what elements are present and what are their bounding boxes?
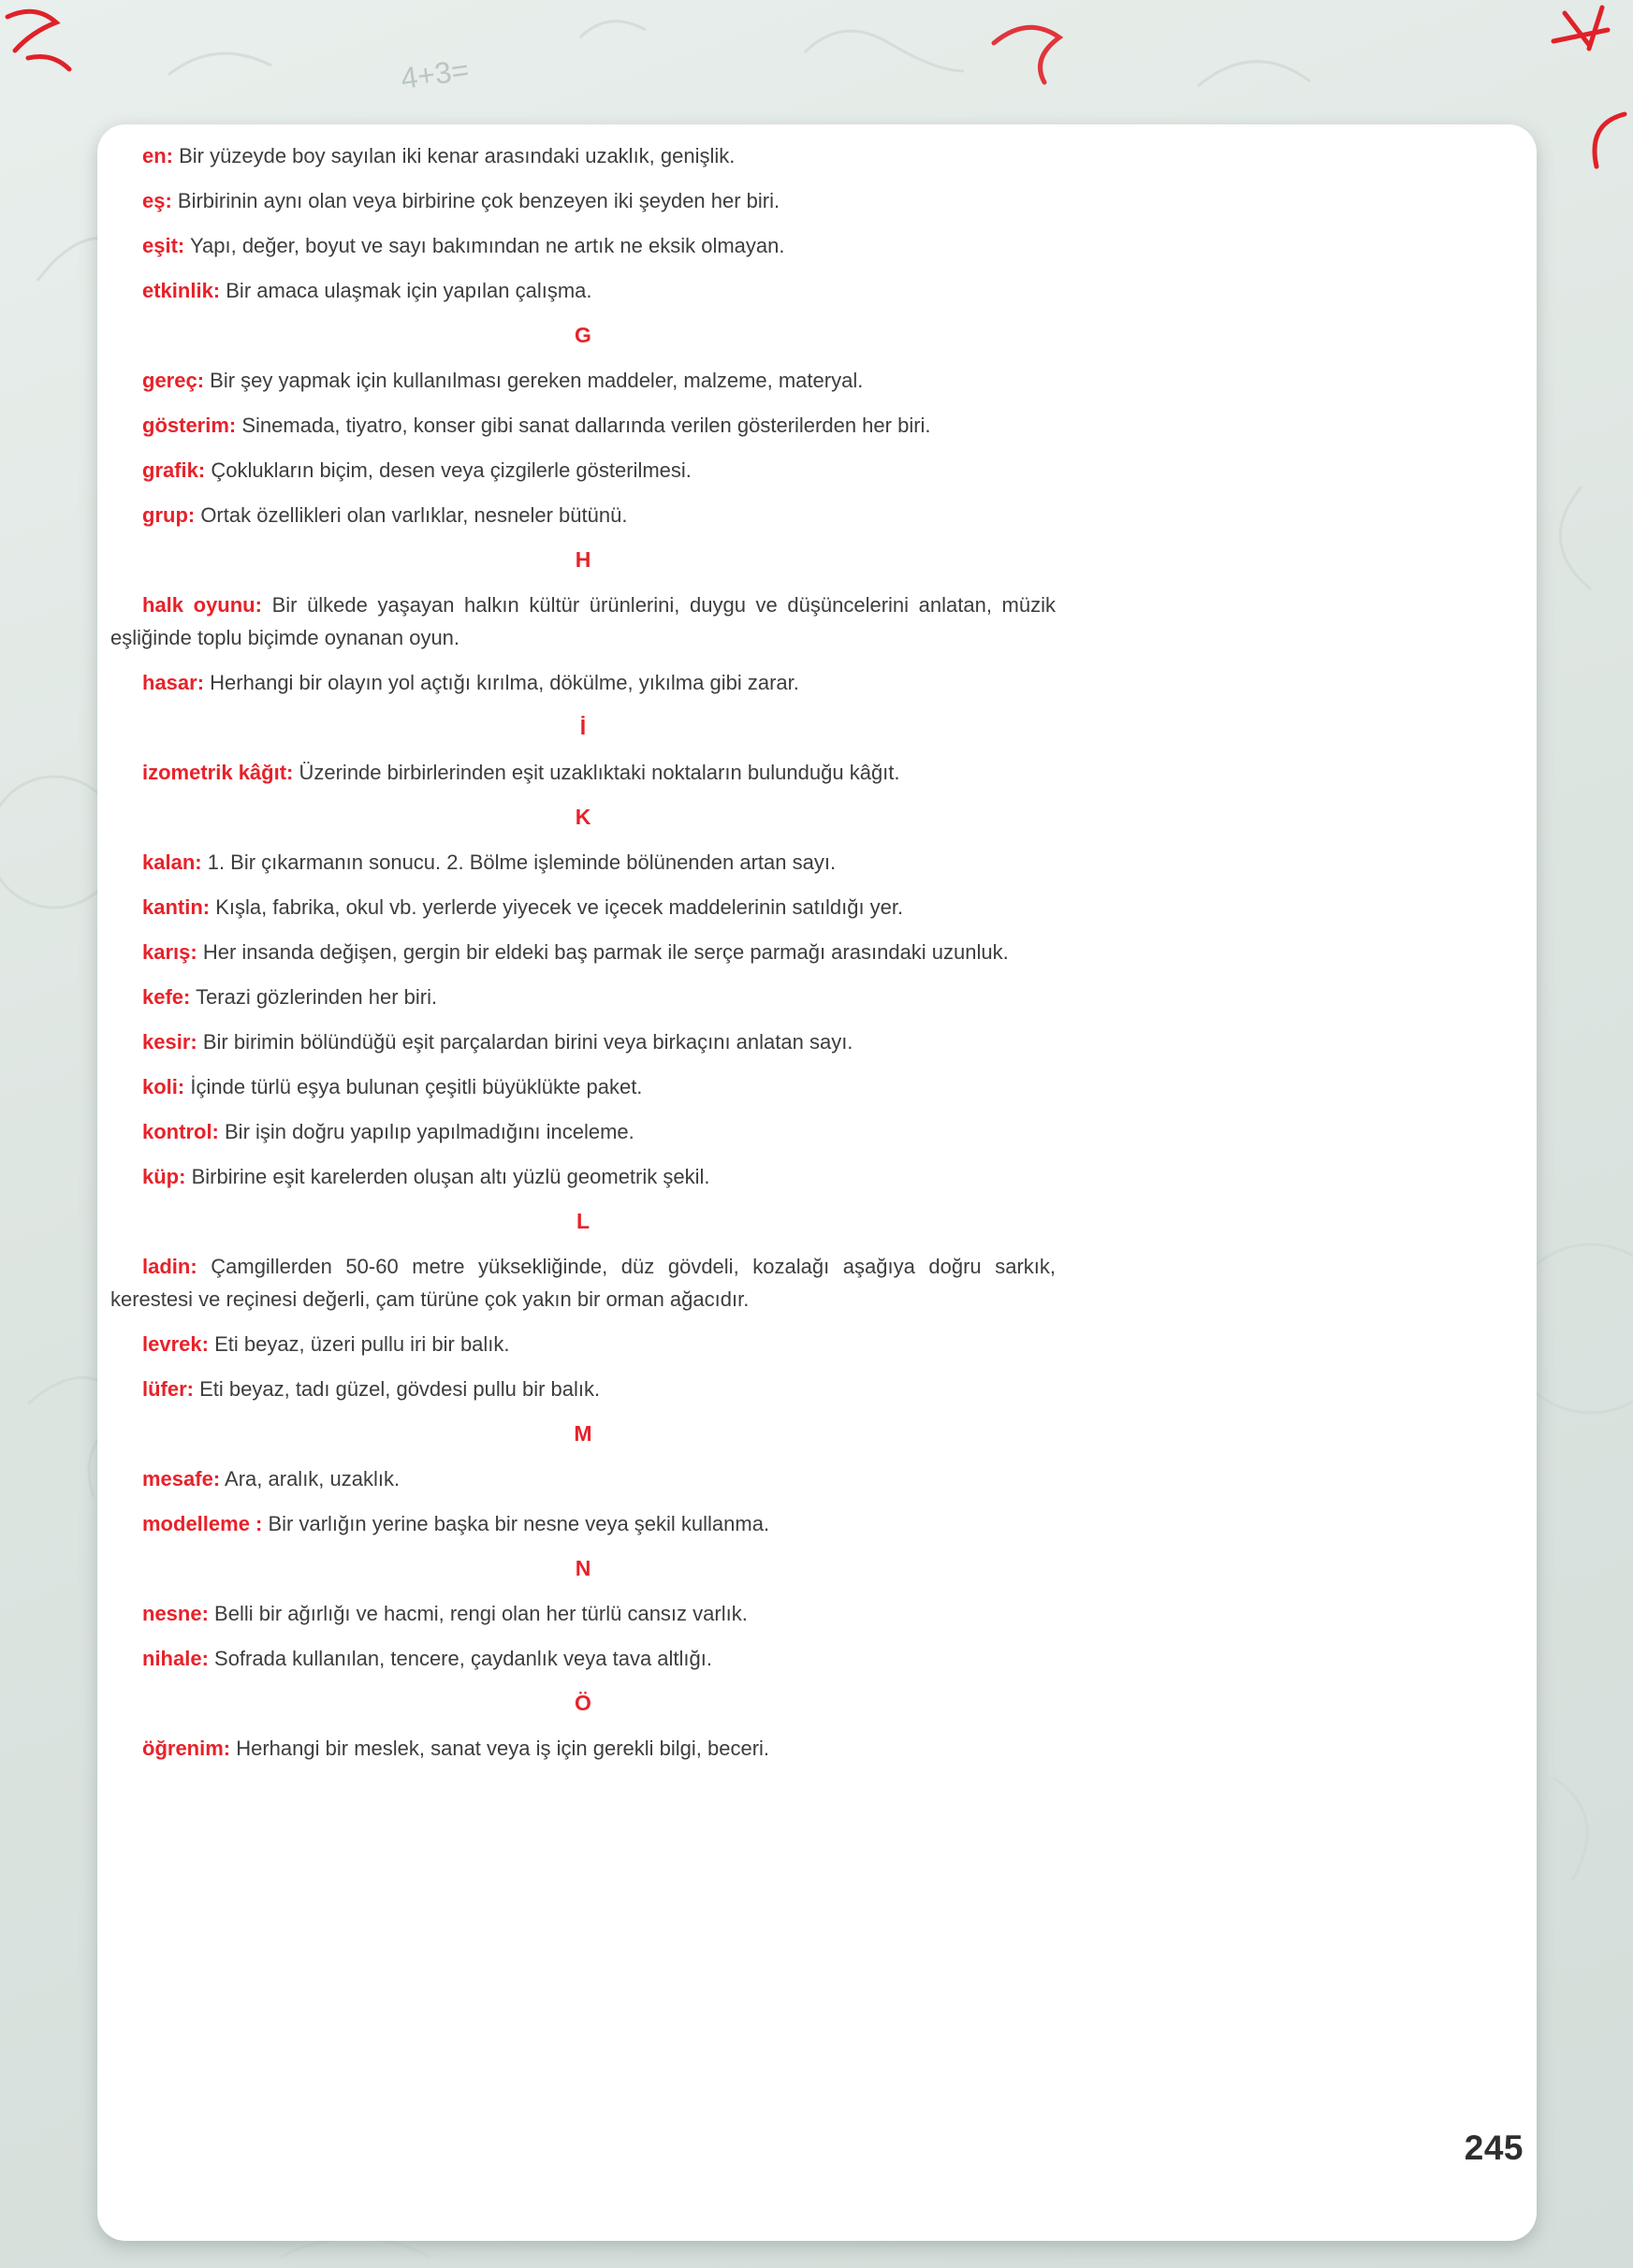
entry-definition: Belli bir ağırlığı ve hacmi, rengi olan her türlü cansız varlık.	[208, 1602, 748, 1625]
entry-term: öğrenim:	[142, 1737, 231, 1760]
entry-term: kefe:	[142, 985, 191, 1009]
glossary-entry	[110, 981, 1056, 1013]
entry-definition: Yapı, değer, boyut ve sayı bakımından ne artık ne eksik olmayan.	[184, 234, 785, 257]
entry-definition: Bir yüzeyde boy sayılan iki kenar arasındaki uzaklık, genişlik.	[173, 144, 736, 167]
entry-term: küp:	[142, 1165, 186, 1188]
entry-term: en:	[142, 144, 173, 167]
entry-definition: Üzerinde birbirlerinden eşit uzaklıktaki noktaların bulunduğu kâğıt.	[293, 761, 900, 784]
glossary-entry	[110, 409, 1056, 442]
entry-term: kantin:	[142, 895, 211, 919]
glossary-list	[110, 139, 1056, 1777]
entry-term: karış:	[142, 940, 197, 964]
glossary-entry	[110, 274, 1056, 307]
glossary-entry	[110, 1115, 1056, 1148]
entry-definition: Birbirine eşit karelerden oluşan altı yüzlü geometrik şekil.	[185, 1165, 710, 1188]
glossary-entry	[110, 499, 1056, 531]
entry-definition: Bir şey yapmak için kullanılması gereken maddeler, malzeme, materyal.	[204, 369, 864, 392]
glossary-entry	[110, 1328, 1056, 1360]
entry-term: koli:	[142, 1075, 185, 1098]
handwriting-doodle-text: 4+3=	[398, 52, 472, 95]
entry-definition: Ara, aralık, uzaklık.	[220, 1467, 401, 1490]
entry-definition: Ortak özellikleri olan varlıklar, nesneler bütünü.	[195, 503, 628, 527]
entry-term: hasar:	[142, 671, 205, 694]
entry-term: izometrik kâğıt:	[142, 761, 294, 784]
entry-term: kalan:	[142, 850, 202, 874]
glossary-entry	[110, 454, 1056, 487]
entry-definition: Eti beyaz, üzeri pullu iri bir balık.	[208, 1332, 510, 1356]
glossary-entry	[110, 1732, 1056, 1765]
glossary-entry	[110, 364, 1056, 397]
entry-term: eşit:	[142, 234, 185, 257]
entry-definition: Çoklukların biçim, desen veya çizgilerle gösterilmesi.	[205, 458, 692, 482]
entry-term: kesir:	[142, 1030, 197, 1054]
page-number: 245	[1464, 2129, 1524, 2167]
entry-term: gereç:	[142, 369, 205, 392]
glossary-entry	[110, 1462, 1056, 1495]
section-letter: K	[575, 805, 591, 829]
entry-definition: 1. Bir çıkarmanın sonucu. 2. Bölme işleminde bölünenden artan sayı.	[201, 850, 837, 874]
section-letter: L	[576, 1209, 591, 1233]
entry-term: gösterim:	[142, 414, 237, 437]
entry-term: modelleme :	[142, 1512, 263, 1535]
entry-term: kontrol:	[142, 1120, 219, 1143]
entry-definition: Herhangi bir olayın yol açtığı kırılma, dökülme, yıkılma gibi zarar.	[204, 671, 799, 694]
entry-term: halk oyunu:	[142, 593, 262, 617]
glossary-entry	[110, 184, 1056, 217]
section-letter: M	[574, 1421, 592, 1446]
entry-definition: Bir amaca ulaşmak için yapılan çalışma.	[220, 279, 592, 302]
entry-definition: Çamgillerden 50-60 metre yüksekliğinde, düz gövdeli, kozalağı aşağıya doğru sarkık, kerestesi ve reçinesi değerli, çam türüne çok yakın bir orman ağacıdır.	[110, 1255, 1056, 1311]
entry-term: grafik:	[142, 458, 206, 482]
entry-definition: Bir varlığın yerine başka bir nesne veya şekil kullanma.	[262, 1512, 770, 1535]
glossary-entry	[110, 229, 1056, 262]
entry-definition: Her insanda değişen, gergin bir eldeki baş parmak ile serçe parmağı arasındaki uzunluk.	[197, 940, 1009, 964]
glossary-entry	[110, 1507, 1056, 1540]
entry-definition: Bir işin doğru yapılıp yapılmadığını inceleme.	[218, 1120, 634, 1143]
glossary-entry	[110, 936, 1056, 968]
glossary-entry	[110, 891, 1056, 923]
glossary-entry	[110, 139, 1056, 172]
entry-term: ladin:	[142, 1255, 197, 1278]
section-letter: N	[575, 1556, 591, 1580]
entry-definition: Bir ülkede yaşayan halkın kültür ürünlerini, duygu ve düşüncelerini anlatan, müzik eşliğinde toplu biçimde oynanan oyun.	[110, 593, 1056, 649]
entry-term: mesafe:	[142, 1467, 221, 1490]
glossary-entry	[110, 1642, 1056, 1675]
entry-definition: Kışla, fabrika, okul vb. yerlerde yiyecek ve içecek maddelerinin satıldığı yer.	[210, 895, 904, 919]
entry-term: grup:	[142, 503, 196, 527]
section-letter: G	[575, 323, 591, 347]
glossary-entry	[110, 589, 1056, 654]
entry-definition: Terazi gözlerinden her biri.	[190, 985, 438, 1009]
glossary-entry	[110, 1025, 1056, 1058]
section-letter: Ö	[575, 1691, 591, 1715]
entry-definition: İçinde türlü eşya bulunan çeşitli büyüklükte paket.	[184, 1075, 643, 1098]
entry-term: nesne:	[142, 1602, 209, 1625]
entry-term: eş:	[142, 189, 172, 212]
glossary-entry	[110, 1250, 1056, 1316]
glossary-entry	[110, 1160, 1056, 1193]
glossary-entry	[110, 1373, 1056, 1405]
section-letter: İ	[579, 715, 587, 739]
entry-term: etkinlik:	[142, 279, 221, 302]
entry-term: levrek:	[142, 1332, 209, 1356]
entry-term: lüfer:	[142, 1377, 194, 1401]
entry-term: nihale:	[142, 1647, 209, 1670]
glossary-entry	[110, 1070, 1056, 1103]
section-letter: H	[575, 547, 591, 572]
glossary-entry	[110, 846, 1056, 879]
entry-definition: Eti beyaz, tadı güzel, gövdesi pullu bir balık.	[194, 1377, 601, 1401]
content-card	[97, 124, 1537, 2241]
entry-definition: Herhangi bir meslek, sanat veya iş için gerekli bilgi, beceri.	[230, 1737, 770, 1760]
entry-definition: Bir birimin bölündüğü eşit parçalardan birini veya birkaçını anlatan sayı.	[197, 1030, 853, 1054]
entry-definition: Birbirinin aynı olan veya birbirine çok benzeyen iki şeyden her biri.	[171, 189, 780, 212]
glossary-entry	[110, 756, 1056, 789]
glossary-entry	[110, 1597, 1056, 1630]
entry-definition: Sofrada kullanılan, tencere, çaydanlık veya tava altlığı.	[208, 1647, 712, 1670]
entry-definition: Sinemada, tiyatro, konser gibi sanat dallarında verilen gösterilerden her biri.	[236, 414, 931, 437]
glossary-entry	[110, 666, 1056, 699]
